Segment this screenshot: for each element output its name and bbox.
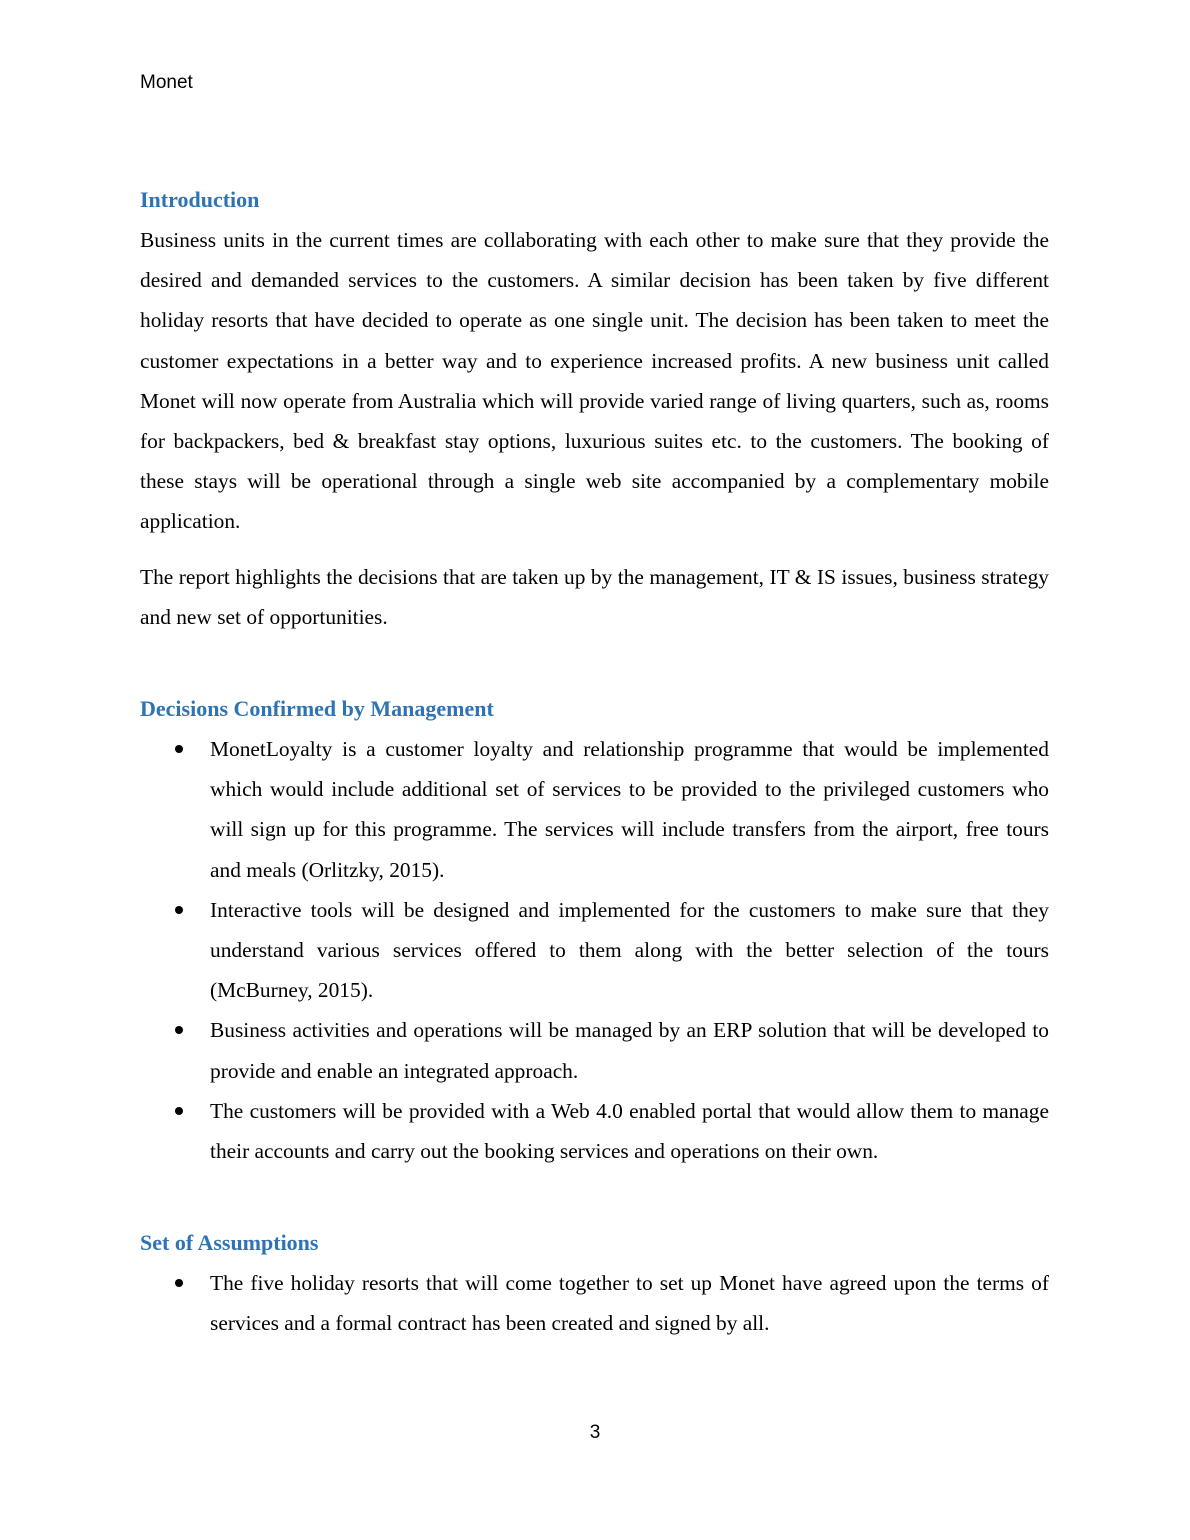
decisions-list <box>140 729 1049 1171</box>
decision-item <box>140 1091 1049 1171</box>
introduction-heading: Introduction <box>140 187 260 212</box>
introduction-paragraph-2: The report highlights the decisions that are taken up by the management, IT & IS issues, business strategy and new set of opportunities. <box>140 564 1049 629</box>
assumption-item <box>140 1263 1049 1343</box>
bullet-icon <box>175 1026 183 1034</box>
bullet-icon <box>175 906 183 914</box>
decision-item-text: Interactive tools will be designed and implemented for the customers to make sure that they understand various services offered to them along with the better selection of the tours (McBurney, 2015). <box>210 897 1049 1003</box>
decision-item-text: The customers will be provided with a Web 4.0 enabled portal that would allow them to manage their accounts and carry out the booking services and operations on their own. <box>210 1098 1049 1164</box>
bullet-icon <box>175 745 183 753</box>
page-number: 3 <box>589 1422 601 1443</box>
running-header: Monet <box>140 72 193 93</box>
decision-item-text: Business activities and operations will be managed by an ERP solution that will be developed to provide and enable an integrated approach. <box>210 1018 1049 1083</box>
decision-item <box>140 1010 1049 1090</box>
bullet-icon <box>175 1107 183 1115</box>
assumptions-heading: Set of Assumptions <box>140 1230 319 1256</box>
bullet-icon <box>175 1279 183 1287</box>
decision-item <box>140 890 1049 1011</box>
assumption-item-text: The five holiday resorts that will come together to set up Monet have agreed upon the terms of services and a formal contract has been created and signed by all. <box>210 1271 1049 1336</box>
decisions-heading: Decisions Confirmed by Management <box>140 696 494 722</box>
page-content <box>140 185 1049 1344</box>
decision-item <box>140 729 1049 890</box>
introduction-paragraph-1: Business units in the current times are collaborating with each other to make sure that they provide the desired and demanded services to the customers. A similar decision has been taken by five different holiday resorts that have decided to operate as one single unit. The decision has been taken to meet the customer expectations in a better way and to experience increased profits. A new business unit called Monet will now operate from Australia which will provide varied range of living quarters, such as, rooms for backpackers, bed & breakfast stay options, luxurious suites etc. to the customers. The booking of these stays will be operational through a single web site accompanied by a complementary mobile application. <box>140 228 1049 534</box>
assumptions-list <box>140 1263 1049 1343</box>
decision-item-text: MonetLoyalty is a customer loyalty and relationship programme that would be implemented which would include additional set of services to be provided to the privileged customers who will sign up for this programme. The services will include transfers from the airport, free tours and meals (Orlitzky, 2015). <box>210 737 1049 882</box>
